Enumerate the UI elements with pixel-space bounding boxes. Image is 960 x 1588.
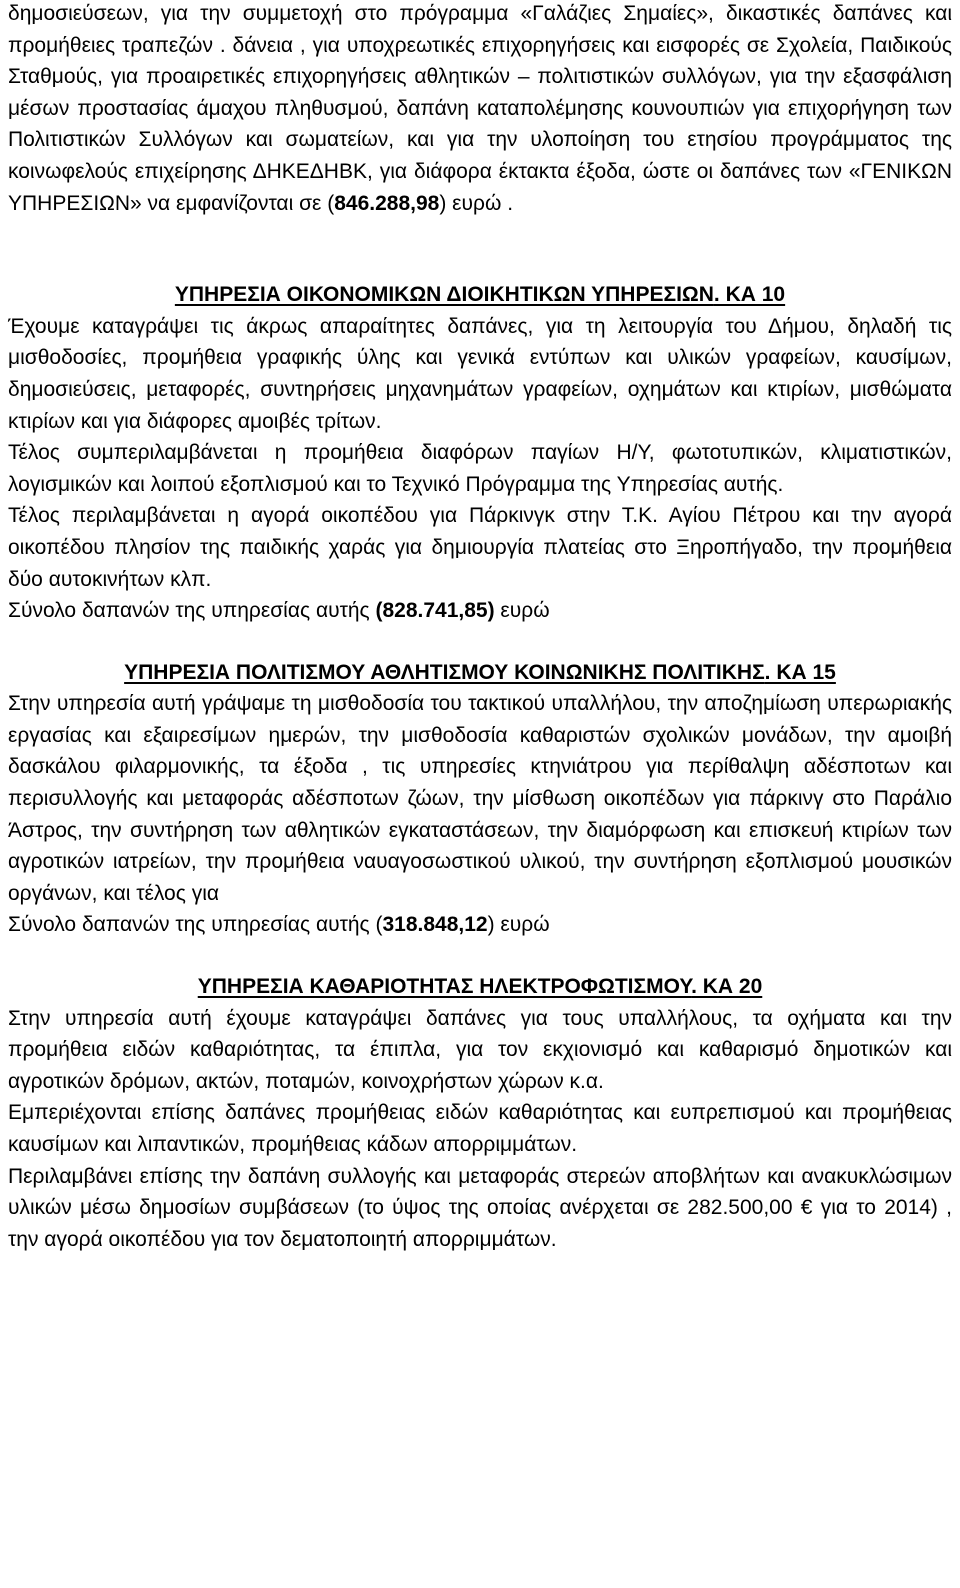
section-total bbox=[8, 595, 952, 627]
section-paragraph: Εμπεριέχονται επίσης δαπάνες προμήθειας ειδών καθαριότητας και ευπρεπισμού και προμήθειας καυσίμων και λιπαντικών, προμήθειας κάδων απορριμμάτων. bbox=[8, 1101, 952, 1156]
section-paragraph: Έχουμε καταγράψει τις άκρως απαραίτητες δαπάνες, για τη λειτουργία του Δήμου, δηλαδή τις μισθοδοσίες, προμήθεια γραφικής ύλης και γενικά εντύπων και υλικών γραφείων, καυσίμων, δημοσιεύσεις, μεταφορές, συντηρήσεις μηχανημάτων γραφείων, οχημάτων και κτιρίων, μισθώματα κτιρίων και για διάφορες αμοιβές τρίτων. bbox=[8, 314, 952, 433]
section-code: . ΚΑ 20 bbox=[691, 975, 763, 999]
section-heading-finance bbox=[8, 279, 952, 311]
section-heading-cleaning bbox=[8, 971, 952, 1003]
section-paragraph: Τέλος περιλαμβάνεται η αγορά οικοπέδου για Πάρκινγκ στην Τ.Κ. Αγίου Πέτρου και την αγορά οικοπέδου πλησίον της παιδικής χαράς για δημιουργία πλατείας στο Ξηροπήγαδο, την προμήθεια δύο αυτοκινήτων κλπ. bbox=[8, 504, 952, 591]
total-suffix: ευρώ bbox=[494, 599, 550, 623]
section-total bbox=[8, 909, 952, 941]
section-heading-text: ΥΠΗΡΕΣΙΑ ΟΙΚΟΝΟΜΙΚΩΝ ΔΙΟΙΚΗΤΙΚΩΝ ΥΠΗΡΕΣΙΩΝ bbox=[174, 283, 714, 307]
section-heading-text: ΥΠΗΡΕΣΙΑ ΠΟΛΙΤΙΣΜΟΥ ΑΘΛΗΤΙΣΜΟΥ ΚΟΙΝΩΝΙΚΗΣ ΠΟΛΙΤΙΚΗΣ bbox=[124, 660, 765, 684]
section-paragraph: Στην υπηρεσία αυτή έχουμε καταγράψει δαπάνες για τους υπαλλήλους, τα οχήματα και την προμήθεια ειδών καθαριότητας, τα έπιπλα, για τον εκχιονισμό και καθαρισμό δημοτικών και αγροτικών δρόμων, ακτών, ποταμών, κοινοχρήστων χώρων κ.α. bbox=[8, 1006, 952, 1093]
intro-suffix: ) ευρώ . bbox=[439, 191, 514, 215]
section-heading-culture bbox=[8, 657, 952, 689]
section-heading-text: ΥΠΗΡΕΣΙΑ ΚΑΘΑΡΙΟΤΗΤΑΣ ΗΛΕΚΤΡΟΦΩΤΙΣΜΟΥ bbox=[197, 975, 692, 999]
total-amount: (828.741,85) bbox=[375, 599, 495, 623]
intro-paragraph bbox=[8, 0, 952, 219]
intro-amount: 846.288,98 bbox=[334, 191, 440, 215]
section-code: . ΚΑ 15 bbox=[764, 660, 836, 684]
total-prefix: Σύνολο δαπανών της υπηρεσίας αυτής ( bbox=[8, 913, 383, 937]
section-paragraph: Τέλος συμπεριλαμβάνεται η προμήθεια διαφόρων παγίων Η/Υ, φωτοτυπικών, κλιματιστικών, λογισμικών και λοιπού εξοπλισμού και το Τεχνικό Πρόγραμμα της Υπηρεσίας αυτής. bbox=[8, 441, 952, 496]
section-code: . ΚΑ 10 bbox=[713, 283, 786, 307]
section-paragraph: Περιλαμβάνει επίσης την δαπάνη συλλογής και μεταφοράς στερεών αποβλήτων και ανακυκλώσιμων υλικών μέσω δημοσίων συμβάσεων (το ύψος της οποίας ανέρχεται σε 282.500,00 € για το 2014) , την αγορά οικοπέδου για τον δεματοποιητή απορριμμάτων. bbox=[8, 1164, 952, 1251]
section-paragraph: Στην υπηρεσία αυτή γράψαμε τη μισθοδοσία του τακτικού υπαλλήλου, την αποζημίωση υπερωριακής εργασίας και εξαιρεσίμων ημερών, την μισθοδοσία καθαριστών σχολικών μονάδων, την αμοιβή δασκάλου φιλαρμονικής, τα έξοδα , τις υπηρεσίες κτηνιάτρου για περίθαλψη αδέσποτων και περισυλλογής και μεταφοράς αδέσποτων ζώων, την μίσθωση οικοπέδων για πάρκινγ στο Παράλιο Άστρος, την συντήρηση των αθλητικών εγκαταστάσεων, την διαμόρφωση και επισκευή κτιρίων των αγροτικών ιατρείων, την προμήθεια ναυαγοσωστικού υλικού, την συντήρηση εξοπλισμού μουσικών οργάνων, και τέλος για bbox=[8, 692, 952, 905]
total-prefix: Σύνολο δαπανών της υπηρεσίας αυτής bbox=[8, 599, 376, 623]
total-suffix: ) ευρώ bbox=[487, 913, 550, 937]
intro-text: δημοσιεύσεων, για την συμμετοχή στο πρόγραμμα «Γαλάζιες Σημαίες», δικαστικές δαπάνες και προμήθειες τραπεζών . δάνεια , για υποχρεωτικές επιχορηγήσεις και εισφορές σε Σχολεία, Παιδικούς Σταθμούς, για προαιρετικές επιχορηγήσεις αθλητικών – πολιτιστικών συλλόγων, για την εξασφάλιση μέσων προστασίας άμαχου πληθυσμού, δαπάνη καταπολέμησης κουνουπιών για επιχορήγηση των Πολιτιστικών Συλλόγων και σωματείων, και για την υλοποίηση του ετησίου προγράμματος της κοινωφελούς επιχείρησης ΔΗΚΕΔΗΒΚ, για διάφορα έκτακτα έξοδα, ώστε οι δαπάνες των «ΓΕΝΙΚΩΝ ΥΠΗΡΕΣΙΩΝ» να εμφανίζονται σε ( bbox=[8, 2, 952, 215]
total-amount: 318.848,12 bbox=[382, 913, 488, 937]
